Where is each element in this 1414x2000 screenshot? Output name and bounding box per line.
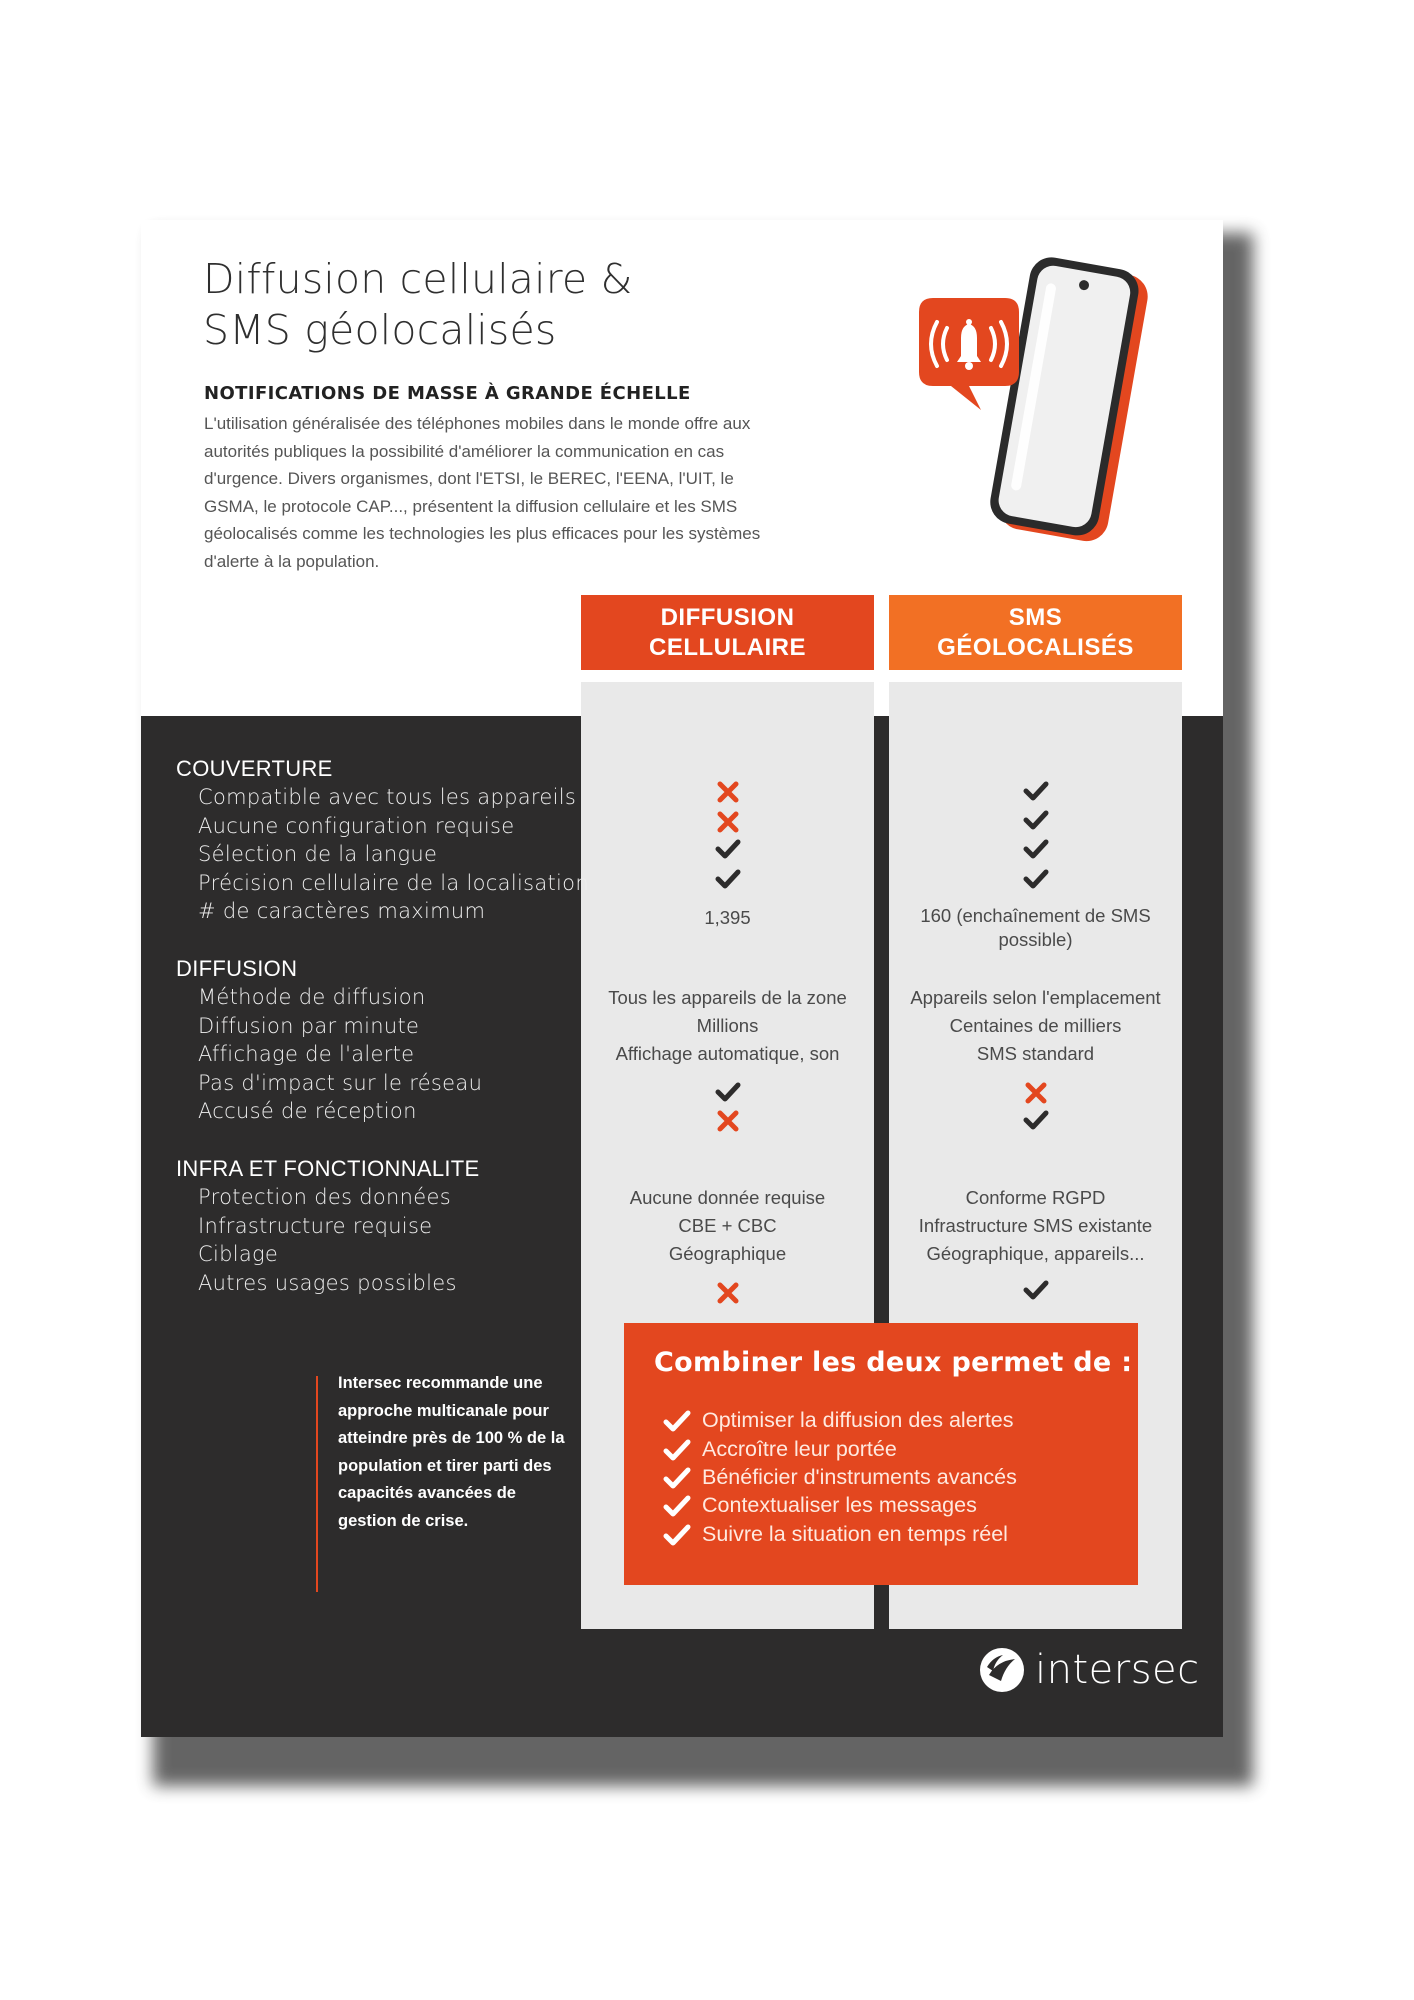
row-label: Méthode de diffusion [198,985,426,1009]
row-label: Infrastructure requise [198,1213,433,1238]
combine-title: Combiner les deux permet de : [654,1347,1133,1378]
cell-value: 160 (enchaînement de SMS possible) [920,905,1151,950]
check-icon [713,833,743,863]
check-icon [1021,1104,1051,1134]
recommendation-text: Intersec recommande une approche multicanale pour atteindre près de 100 % de la population et tirer parti des capacités avancées de gestion de crise. [338,1374,565,1530]
cell-value: Géographique, appareils... [926,1243,1145,1264]
page-title: Diffusion cellulaire & SMS géolocalisés [203,255,633,354]
check-icon [713,1076,743,1106]
column-header-cell-broadcast-label: DIFFUSION CELLULAIRE [649,603,806,661]
check-icon [1021,833,1051,863]
phone-alert-illustration [909,250,1169,550]
flyer-sheet [141,220,1223,1737]
cross-icon [713,1106,743,1136]
cell-value: SMS standard [976,1043,1095,1064]
section-title-infra: INFRA ET FONCTIONNALITE [176,1156,480,1181]
check-icon [1021,863,1051,893]
check-icon [662,1436,692,1464]
row-label: Sélection de la langue [198,842,438,866]
row-label: Accusé de réception [198,1099,417,1123]
cell-value: Tous les appareils de la zone [608,987,847,1008]
row-label: Précision cellulaire de la localisation [198,870,589,895]
row-label: Protection des données [198,1185,451,1209]
column-header-geo-sms-label: SMS GÉOLOCALISÉS [937,603,1134,661]
cell-value: Aucune donnée requise [629,1187,826,1208]
check-icon [1021,775,1051,805]
intro-paragraph: L'utilisation généralisée des téléphones mobiles dans le monde offre aux autorités publiques la possibilité d'améliorer la communication en cas d'urgence. Divers organismes, dont l'ETSI, le BEREC, l'EENA, l'UIT, le GSMA, le protocole CAP..., présentent la diffusion cellulaire et les SMS géolocalisés comme les technologies les plus efficaces pour les systèmes d'alerte à la population. [204,414,761,571]
row-label: Ciblage [198,1242,279,1266]
cell-value: Infrastructure SMS existante [918,1215,1153,1236]
cell-value: Conforme RGPD [965,1187,1106,1208]
check-icon [1021,1274,1051,1304]
brand-name: intersec [1035,1647,1200,1693]
row-label: Autres usages possibles [198,1270,457,1295]
row-label: Compatible avec tous les appareils [198,785,577,809]
row-labels-couverture [198,783,589,926]
row-labels-diffusion [198,983,482,1126]
cell-value: CBE + CBC [678,1215,777,1236]
check-icon [662,1407,692,1435]
check-icon [713,863,743,893]
phone-alert-bell-icon [909,250,1169,550]
cross-icon [713,1278,743,1308]
recommendation-accent-line [316,1376,318,1592]
intersec-logo-icon [979,1647,1025,1693]
row-label: # de caractères maximum [198,899,486,923]
check-icon [1021,804,1051,834]
row-label: Diffusion par minute [198,1013,420,1038]
cell-value: Affichage automatique, son [615,1043,840,1064]
combine-box [624,1323,1138,1585]
brand-logo [979,1640,1200,1700]
cell-value: 1,395 [704,907,751,928]
cell-value: Appareils selon l'emplacement [910,987,1161,1008]
section-title-diffusion: DIFFUSION [176,956,298,981]
column-header-geo-sms [889,595,1182,670]
column-header-cell-broadcast [581,595,874,670]
cell-value: Millions [696,1015,759,1036]
combine-item: Optimiser la diffusion des alertes [702,1408,1014,1432]
page-subtitle: NOTIFICATIONS DE MASSE À GRANDE ÉCHELLE [204,383,691,404]
combine-item: Bénéficier d'instruments avancés [702,1465,1017,1489]
row-label: Affichage de l'alerte [198,1042,415,1066]
row-label: Pas d'impact sur le réseau [198,1070,483,1095]
check-icon [662,1464,692,1492]
combine-item: Accroître leur portée [702,1437,897,1461]
check-icon [662,1521,692,1549]
combine-item: Suivre la situation en temps réel [702,1522,1008,1546]
section-title-couverture: COUVERTURE [176,756,333,781]
check-icon [662,1492,692,1520]
cell-value: Centaines de milliers [949,1015,1122,1036]
row-label: Aucune configuration requise [198,813,515,838]
cross-icon [713,777,743,807]
combine-item: Contextualiser les messages [702,1493,977,1517]
row-labels-infra [198,1183,457,1297]
cell-value: Géographique [668,1243,787,1264]
